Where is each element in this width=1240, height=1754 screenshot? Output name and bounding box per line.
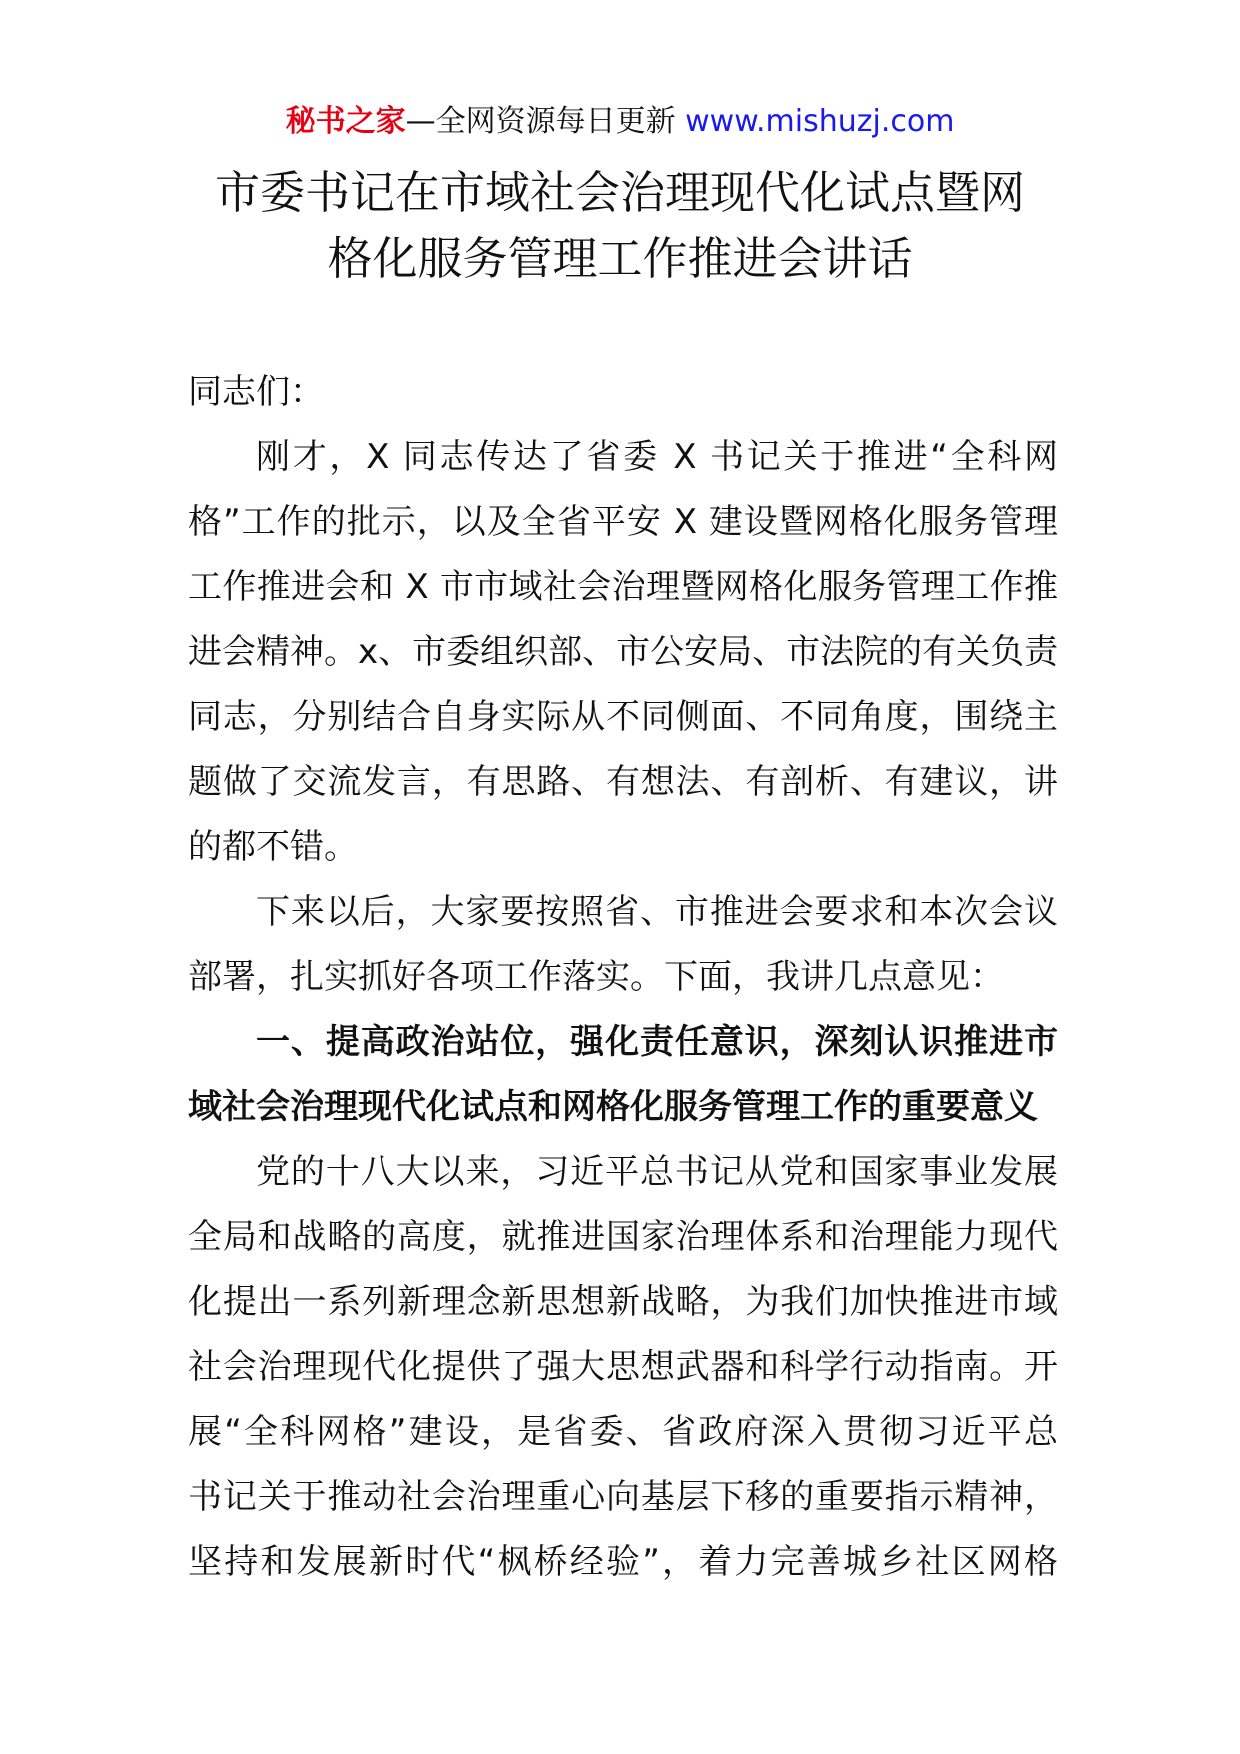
paragraph-line: 同志，分别结合自身实际从不同侧面、不同角度，围绕主 (188, 697, 1058, 737)
paragraph-2 (188, 880, 1058, 1010)
paragraph-1 (188, 425, 1058, 880)
document-title (160, 160, 1080, 292)
header-site-link[interactable]: www.mishuzj.com (685, 104, 955, 139)
paragraph-line: 党的十八大以来，习近平总书记从党和国家事业发展 (256, 1152, 1058, 1192)
watermark-header (0, 102, 1240, 142)
paragraph-line: 展“全科网格”建设，是省委、省政府深入贯彻习近平总 (188, 1412, 1058, 1452)
header-brand: 秘书之家 (285, 104, 406, 139)
paragraph-line: 工作推进会和 X 市市域社会治理暨网格化服务管理工作推 (188, 567, 1058, 607)
paragraph-line: 全局和战略的高度，就推进国家治理体系和治理能力现代 (188, 1217, 1058, 1257)
heading-line: 一、提高政治站位，强化责任意识，深刻认识推进市 (256, 1022, 1058, 1062)
title-line-1: 市委书记在市域社会治理现代化试点暨网 (214, 166, 1025, 219)
salutation (188, 360, 1058, 425)
header-slogan: —全网资源每日更新 (405, 104, 676, 139)
document-body (188, 360, 1058, 1595)
title-line-2: 格化服务管理工作推进会讲话 (327, 232, 913, 285)
salutation-text: 同志们： (188, 372, 324, 412)
paragraph-line: 坚持和发展新时代“枫桥经验”，着力完善城乡社区网格 (188, 1542, 1058, 1582)
paragraph-line: 格”工作的批示，以及全省平安 X 建设暨网格化服务管理 (188, 502, 1058, 542)
paragraph-line: 进会精神。x、市委组织部、市公安局、市法院的有关负责 (188, 632, 1059, 672)
paragraph-3 (188, 1140, 1058, 1595)
paragraph-line: 部署，扎实抓好各项工作落实。下面，我讲几点意见： (188, 957, 1004, 997)
paragraph-line: 下来以后，大家要按照省、市推进会要求和本次会议 (256, 892, 1058, 932)
paragraph-line: 题做了交流发言，有思路、有想法、有剖析、有建议，讲 (188, 762, 1058, 802)
paragraph-line: 社会治理现代化提供了强大思想武器和科学行动指南。开 (188, 1347, 1058, 1387)
paragraph-line: 书记关于推动社会治理重心向基层下移的重要指示精神， (188, 1477, 1058, 1517)
heading-line: 域社会治理现代化试点和网格化服务管理工作的重要意义 (188, 1087, 1038, 1127)
section-heading-1 (188, 1010, 1058, 1140)
paragraph-line: 的都不错。 (188, 827, 358, 867)
paragraph-line: 刚才，X 同志传达了省委 X 书记关于推进“全科网 (256, 437, 1058, 477)
paragraph-line: 化提出一系列新理念新思想新战略，为我们加快推进市域 (188, 1282, 1058, 1322)
